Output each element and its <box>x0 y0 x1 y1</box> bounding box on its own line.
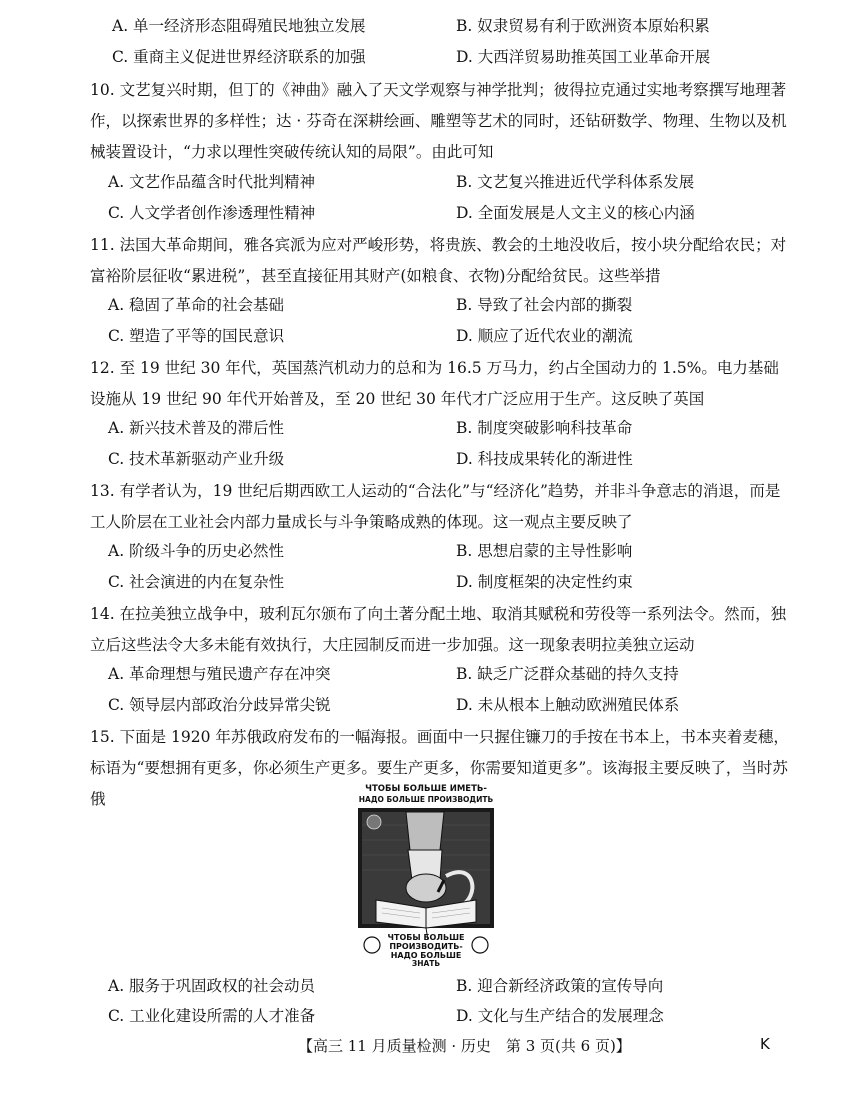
q15-option-c[interactable]: C. 工业化建设所需的人才准备 <box>108 1007 316 1025</box>
q14-option-d[interactable]: D. 未从根本上触动欧洲殖民体系 <box>456 696 680 714</box>
footer-version-code: K <box>760 1035 770 1053</box>
q9-option-c[interactable]: C. 重商主义促进世界经济联系的加强 <box>112 48 366 66</box>
q13-stem: 13. 有学者认为，19 世纪后期西欧工人运动的“合法化”与“经济化”趋势，并非斗争意志的消退，而是工人阶层在工业社会内部力量成长与斗争策略成熟的体现。这一观点主要反映了 <box>90 482 781 531</box>
q14-option-a[interactable]: A. 革命理想与殖民遗产存在冲突 <box>108 665 331 683</box>
q11-option-a[interactable]: A. 稳固了革命的社会基础 <box>108 296 285 314</box>
footer-page-info: 【高三 11 月质量检测 · 历史 第 3 页(共 6 页)】 <box>298 1037 631 1055</box>
q13-option-b[interactable]: B. 思想启蒙的主导性影响 <box>456 542 633 560</box>
q14-stem: 14. 在拉美独立战争中，玻利瓦尔颁布了向土著分配土地、取消其赋税和劳役等一系列法令。然而，独立后这些法令大多未能有效执行，大庄园制反而进一步加强。这一现象表明拉美独立运动 <box>90 605 787 654</box>
poster-bottom-line-1: ЧТОБЫ БОЛЬШЕ <box>387 933 465 942</box>
poster-top-line-1: ЧТОБЫ БОЛЬШЕ ИМЕТЬ- <box>365 784 487 794</box>
q15-option-a[interactable]: A. 服务于巩固政权的社会动员 <box>108 977 316 995</box>
q10-option-a[interactable]: A. 文艺作品蕴含时代批判精神 <box>108 173 316 191</box>
q15-stem: 15. 下面是 1920 年苏俄政府发布的一幅海报。画面中一只握住镰刀的手按在书本上，书本夹着麦穗，标语为“要想拥有更多，你必须生产更多。要生产更多，你需要知道更多”。该海报主要反映了，当时苏俄 <box>90 728 789 808</box>
q12-option-a[interactable]: A. 新兴技术普及的滞后性 <box>108 419 285 437</box>
q12-stem: 12. 至 19 世纪 30 年代，英国蒸汽机动力的总和为 16.5 万马力，约占全国动力的 1.5%。电力基础设施从 19 世纪 90 年代开始普及，至 20 世纪 30 年代才广泛应用于生产。这反映了英国 <box>90 359 779 408</box>
poster-bottom-line-3: НАДО БОЛЬШЕ <box>390 951 462 960</box>
q9-option-a[interactable]: A. 单一经济形态阻碍殖民地独立发展 <box>112 17 366 35</box>
q13-option-a[interactable]: A. 阶级斗争的历史必然性 <box>108 542 285 560</box>
q11-option-c[interactable]: C. 塑造了平等的国民意识 <box>108 327 285 345</box>
q9-option-d[interactable]: D. 大西洋贸易助推英国工业革命开展 <box>456 48 711 66</box>
q10-option-c[interactable]: C. 人文学者创作渗透理性精神 <box>108 204 316 222</box>
soviet-poster <box>348 780 504 966</box>
q14-option-c[interactable]: C. 领导层内部政治分歧异常尖锐 <box>108 696 331 714</box>
q9-option-b[interactable]: B. 奴隶贸易有利于欧洲资本原始积累 <box>456 17 710 35</box>
q12-option-d[interactable]: D. 科技成果转化的渐进性 <box>456 450 633 468</box>
q13-option-d[interactable]: D. 制度框架的决定性约束 <box>456 573 633 591</box>
q11-stem: 11. 法国大革命期间，雅各宾派为应对严峻形势，将贵族、教会的土地没收后，按小块分配给农民；对富裕阶层征收“累进税”，甚至直接征用其财产(如粮食、衣物)分配给贫民。这些举措 <box>90 236 787 285</box>
q14-option-b[interactable]: B. 缺乏广泛群众基础的持久支持 <box>456 665 679 683</box>
poster-top-line-2: НАДО БОЛЬШЕ ПРОИЗВОДИТЬ <box>358 795 494 804</box>
q12-option-c[interactable]: C. 技术革新驱动产业升级 <box>108 450 285 468</box>
q10-option-b[interactable]: B. 文艺复兴推进近代学科体系发展 <box>456 173 695 191</box>
q11-option-d[interactable]: D. 顺应了近代农业的潮流 <box>456 327 633 345</box>
q12-option-b[interactable]: B. 制度突破影响科技革命 <box>456 419 633 437</box>
q10-stem: 10. 文艺复兴时期，但丁的《神曲》融入了天文学观察与神学批判；彼得拉克通过实地考察撰写地理著作，以探索世界的多样性；达 · 芬奇在深耕绘画、雕塑等艺术的同时，还钻研数学、物理、生物以及机械装置设计，“力求以理性突破传统认知的局限”。由此可知 <box>90 81 787 161</box>
q10-option-d[interactable]: D. 全面发展是人文主义的核心内涵 <box>456 204 695 222</box>
poster-bottom-line-4: ЗНАТЬ <box>411 959 441 966</box>
q13-option-c[interactable]: C. 社会演进的内在复杂性 <box>108 573 285 591</box>
q11-option-b[interactable]: B. 导致了社会内部的撕裂 <box>456 296 633 314</box>
q15-option-b[interactable]: B. 迎合新经济政策的宣传导向 <box>456 977 664 995</box>
q15-option-d[interactable]: D. 文化与生产结合的发展理念 <box>456 1007 664 1025</box>
poster-bottom-line-2: ПРОИЗВОДИТЬ- <box>389 942 463 951</box>
